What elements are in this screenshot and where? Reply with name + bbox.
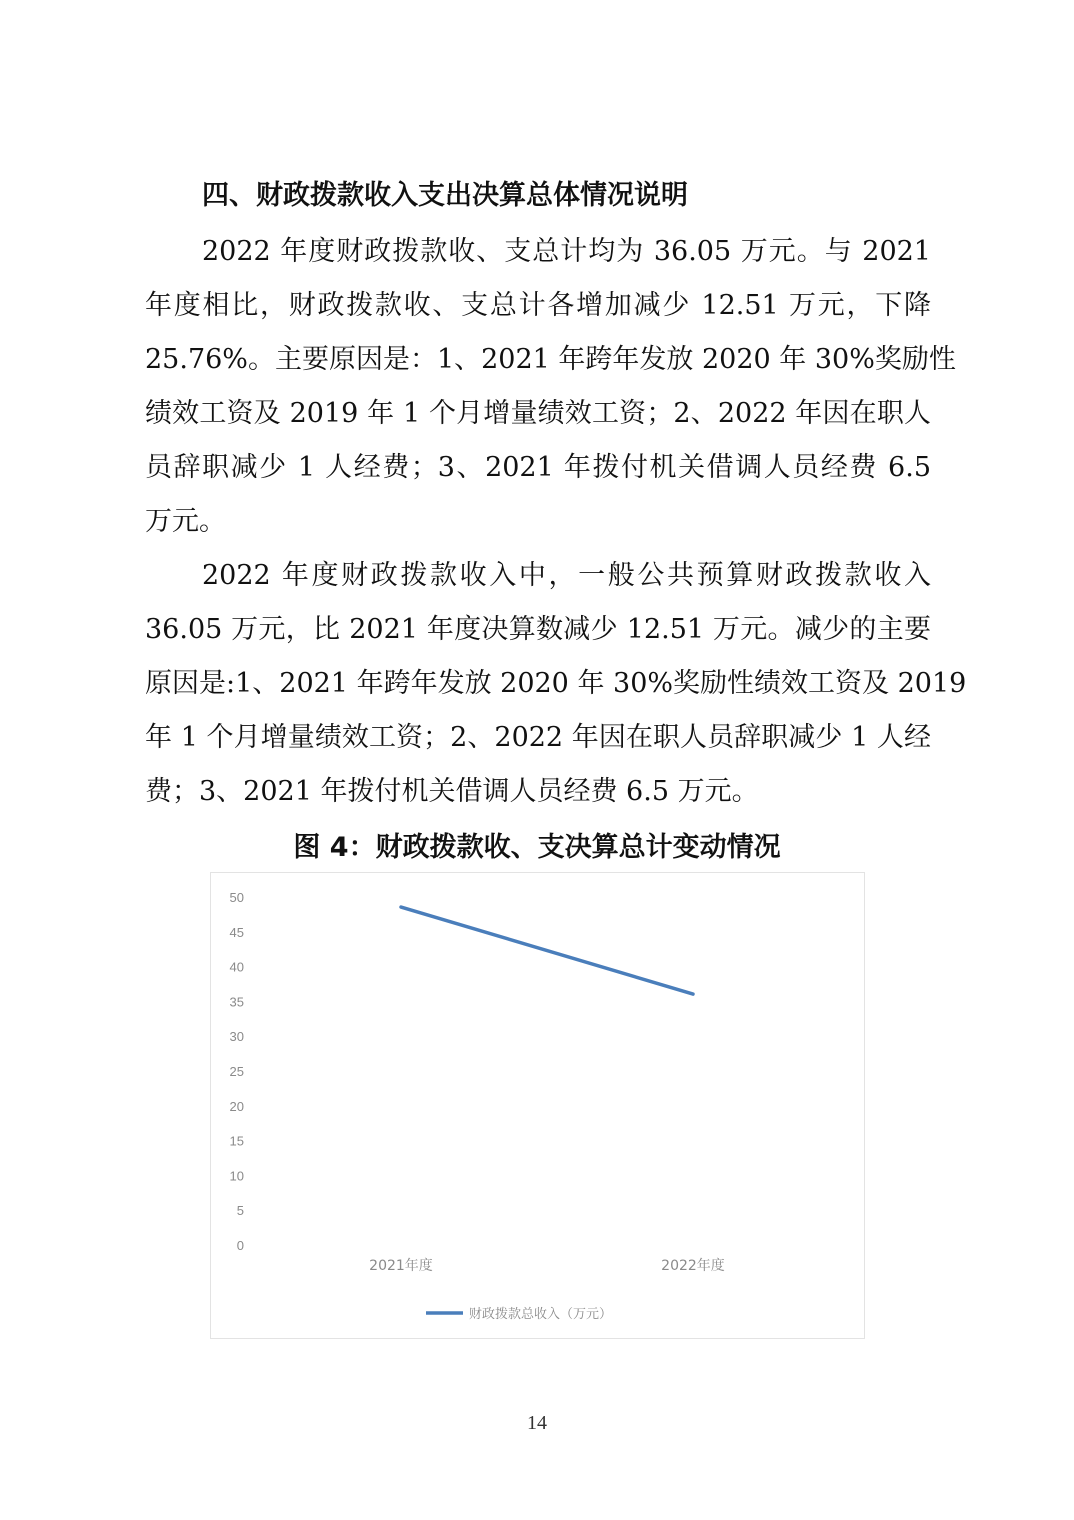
y-tick-label: 10 bbox=[229, 1168, 244, 1184]
series-line bbox=[401, 907, 693, 994]
paragraph1-line: 2022 年度财政拨款收、支总计均为 36.05 万元。与 2021 bbox=[202, 236, 931, 267]
y-tick-label: 35 bbox=[229, 994, 244, 1010]
line-chart bbox=[210, 872, 865, 1339]
y-tick-label: 5 bbox=[236, 1203, 244, 1219]
y-tick-label: 30 bbox=[229, 1029, 244, 1045]
y-tick-label: 25 bbox=[229, 1064, 244, 1079]
paragraph2-line: 年 1 个月增量绩效工资；2、2022 年因在职人员辞职减少 1 人经 bbox=[145, 722, 931, 753]
x-tick-label: 2022年度 bbox=[661, 1258, 725, 1274]
paragraph1-line: 员辞职减少 1 人经费；3、2021 年拨付机关借调人员经费 6.5 bbox=[145, 452, 931, 483]
paragraph2-line: 2022 年度财政拨款收入中，一般公共预算财政拨款收入 bbox=[202, 560, 931, 591]
section-heading: 四、财政拨款收入支出决算总体情况说明 bbox=[202, 180, 688, 211]
x-tick-label: 2021年度 bbox=[369, 1258, 433, 1274]
paragraph1-line: 绩效工资及 2019 年 1 个月增量绩效工资；2、2022 年因在职人 bbox=[145, 398, 931, 429]
y-tick-label: 40 bbox=[229, 959, 244, 975]
y-tick-label: 0 bbox=[236, 1238, 244, 1253]
legend-label: 财政拨款总收入（万元） bbox=[469, 1307, 613, 1322]
y-tick-label: 20 bbox=[229, 1098, 244, 1114]
paragraph2-line: 36.05 万元，比 2021 年度决算数减少 12.51 万元。减少的主要 bbox=[145, 614, 931, 645]
paragraph1-line: 25.76%。主要原因是：1、2021 年跨年发放 2020 年 30%奖励性 bbox=[145, 344, 956, 375]
y-tick-label: 15 bbox=[229, 1133, 244, 1149]
paragraph1-line: 万元。 bbox=[145, 506, 226, 537]
chart-canvas bbox=[211, 873, 864, 1338]
page-number: 14 bbox=[527, 1412, 547, 1434]
y-tick-label: 50 bbox=[229, 890, 244, 905]
paragraph1-line: 年度相比，财政拨款收、支总计各增加减少 12.51 万元，下降 bbox=[145, 290, 931, 321]
figure-title: 图 4：财政拨款收、支决算总计变动情况 bbox=[293, 832, 781, 863]
paragraph2-line: 原因是:1、2021 年跨年发放 2020 年 30%奖励性绩效工资及 2019 bbox=[145, 668, 967, 699]
paragraph2-line: 费；3、2021 年拨付机关借调人员经费 6.5 万元。 bbox=[145, 776, 759, 807]
y-tick-label: 45 bbox=[229, 924, 244, 940]
